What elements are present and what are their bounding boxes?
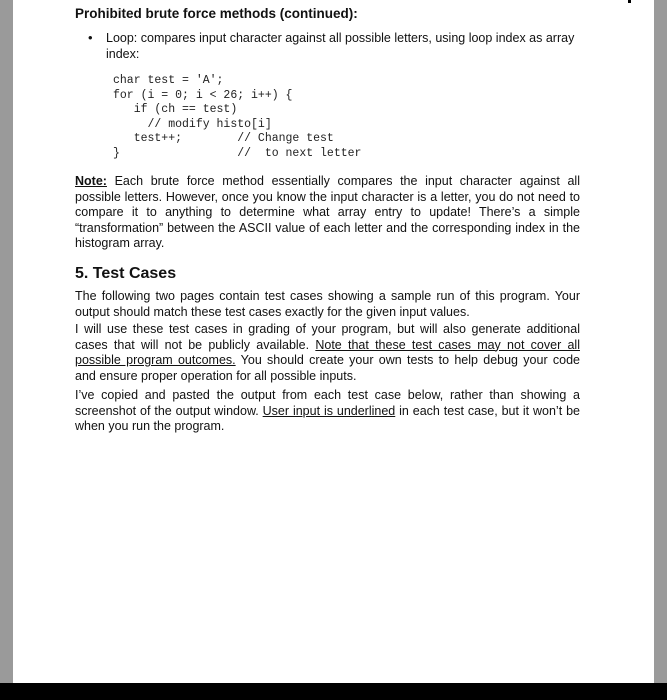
viewer-bottom-bar xyxy=(0,683,667,700)
copied-output-paragraph xyxy=(75,388,580,435)
code-block xyxy=(113,74,361,162)
copied-text-end: in each test case, but it won’t be when you run the program. xyxy=(75,403,580,433)
code-line: if (ch == test) xyxy=(113,103,238,117)
bullet-text: Loop: compares input character against all possible letters, using loop index as array index: xyxy=(106,31,575,61)
copied-underlined-text: User input is underlined xyxy=(262,403,396,418)
grading-text-start: I will use these test cases in grading of your program, but will also generate additional cases that will not be publicly available. xyxy=(75,322,580,352)
copied-text-start: I’ve copied and pasted the output from each test case below, rather than showing a screenshot of the output window. xyxy=(75,388,580,418)
page-corner-mark xyxy=(628,0,631,3)
code-line: // modify histo[i] xyxy=(113,117,272,131)
grading-text-end: You should create your own tests to help debug your code and ensure proper operation for all possible inputs. xyxy=(75,353,580,383)
bullet-item-loop xyxy=(88,30,584,62)
note-text: Each brute force method essentially compares the input character against all possible letters. However, once you know the input character is a letter, you do not need to compare it to anything to determine what array entry to update! There’s a simple “transformation” between the ASCII value of each letter and the corresponding index in the histogram array. xyxy=(75,174,580,250)
code-line: test++; // Change test xyxy=(113,132,334,146)
section-heading-continued: Prohibited brute force methods (continued): xyxy=(75,6,358,21)
code-line: for (i = 0; i < 26; i++) { xyxy=(113,88,293,102)
note-paragraph xyxy=(75,174,580,252)
bullet-dot-icon: • xyxy=(88,30,93,45)
code-line: } // to next letter xyxy=(113,146,362,160)
code-line: char test = 'A'; xyxy=(113,74,224,87)
section-title-test-cases: 5. Test Cases xyxy=(75,265,177,282)
note-label: Note: xyxy=(75,174,107,188)
test-cases-intro-paragraph: The following two pages contain test cases showing a sample run of this program. Your output should match these test cases exactly for the given input values. xyxy=(75,289,580,319)
grading-underlined-text: Note that these test cases may not cover all possible program outcomes. xyxy=(75,337,580,367)
grading-paragraph xyxy=(75,322,580,384)
